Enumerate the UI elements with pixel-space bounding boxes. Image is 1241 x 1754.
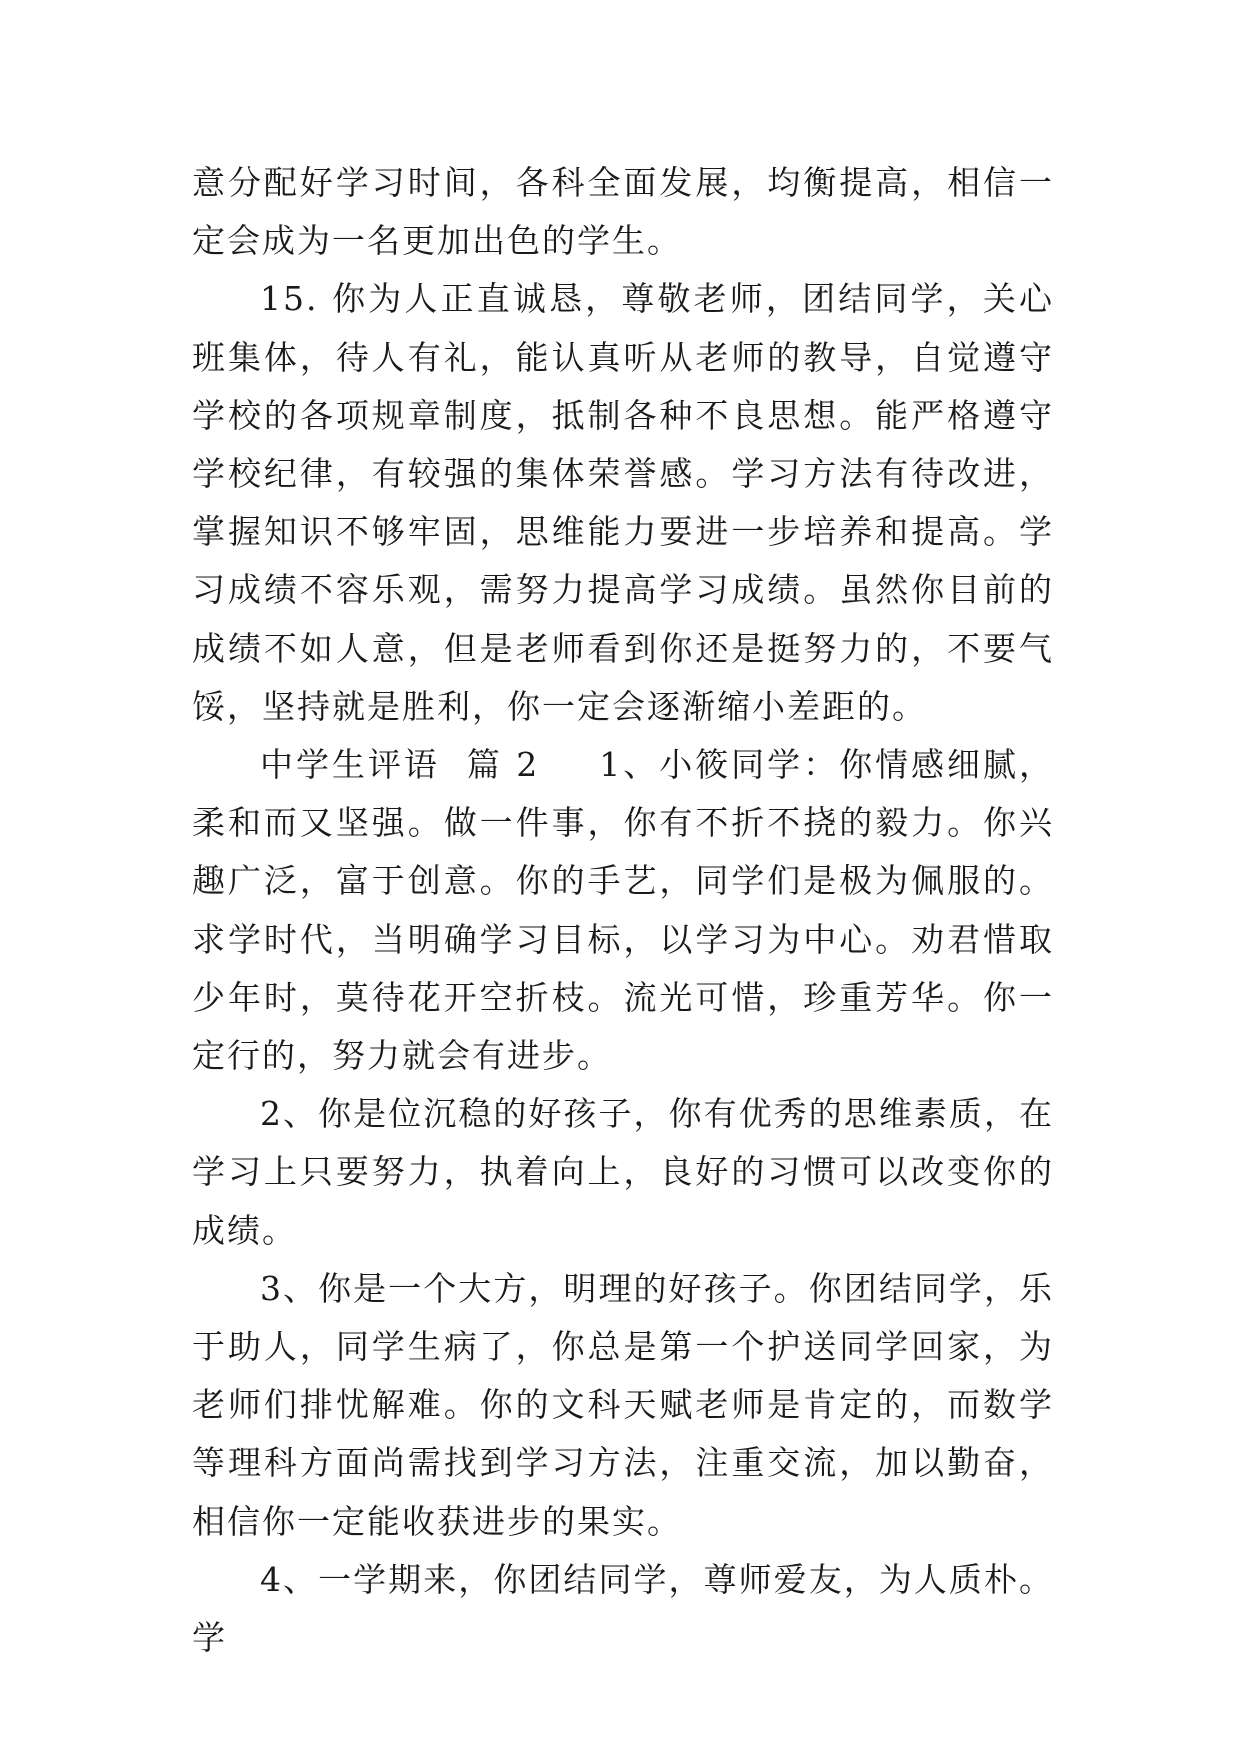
paragraph-item-15: 15. 你为人正直诚恳，尊敬老师，团结同学，关心班集体，待人有礼，能认真听从老师的教导，自觉遵守学校的各项规章制度，抵制各种不良思想。能严格遵守学校纪律，有较强的集体荣誉感。学习方法有待改进，掌握知识不够牢固，思维能力要进一步培养和提高。学习成绩不容乐观，需努力提高学习成绩。虽然你目前的成绩不如人意，但是老师看到你还是挺努力的，不要气馁，坚持就是胜利，你一定会逐渐缩小差距的。 [192,279,1054,726]
paragraph-item-2: 2、你是位沉稳的好孩子，你有优秀的思维素质，在学习上只要努力，执着向上，良好的习惯可以改变你的成绩。 [192,1094,1054,1250]
section-heading: 中学生评语 篇 2 [260,745,540,785]
paragraph-item-1: 1、小筱同学：你情感细腻，柔和而又坚强。做一件事，你有不折不挠的毅力。你兴趣广泛，富于创意。你的手艺，同学们是极为佩服的。求学时代，当明确学习目标，以学习为中心。劝君惜取少年时，莫待花开空折枝。流光可惜，珍重芳华。你一定行的，努力就会有进步。 [192,745,1054,1076]
paragraph-item-4: 4、一学期来，你团结同学，尊师爱友，为人质朴。学 [192,1559,1054,1658]
paragraph-section-2 [192,736,1054,1085]
paragraph-continued: 意分配好学习时间，各科全面发展，均衡提高，相信一定会成为一名更加出色的学生。 [192,163,1054,261]
paragraph-item-3: 3、你是一个大方，明理的好孩子。你团结同学，乐于助人，同学生病了，你总是第一个护送同学回家，为老师们排忧解难。你的文科天赋老师是肯定的，而数学等理科方面尚需找到学习方法，注重交流，加以勤奋，相信你一定能收获进步的果实。 [192,1268,1054,1541]
document-body [192,154,1054,1667]
